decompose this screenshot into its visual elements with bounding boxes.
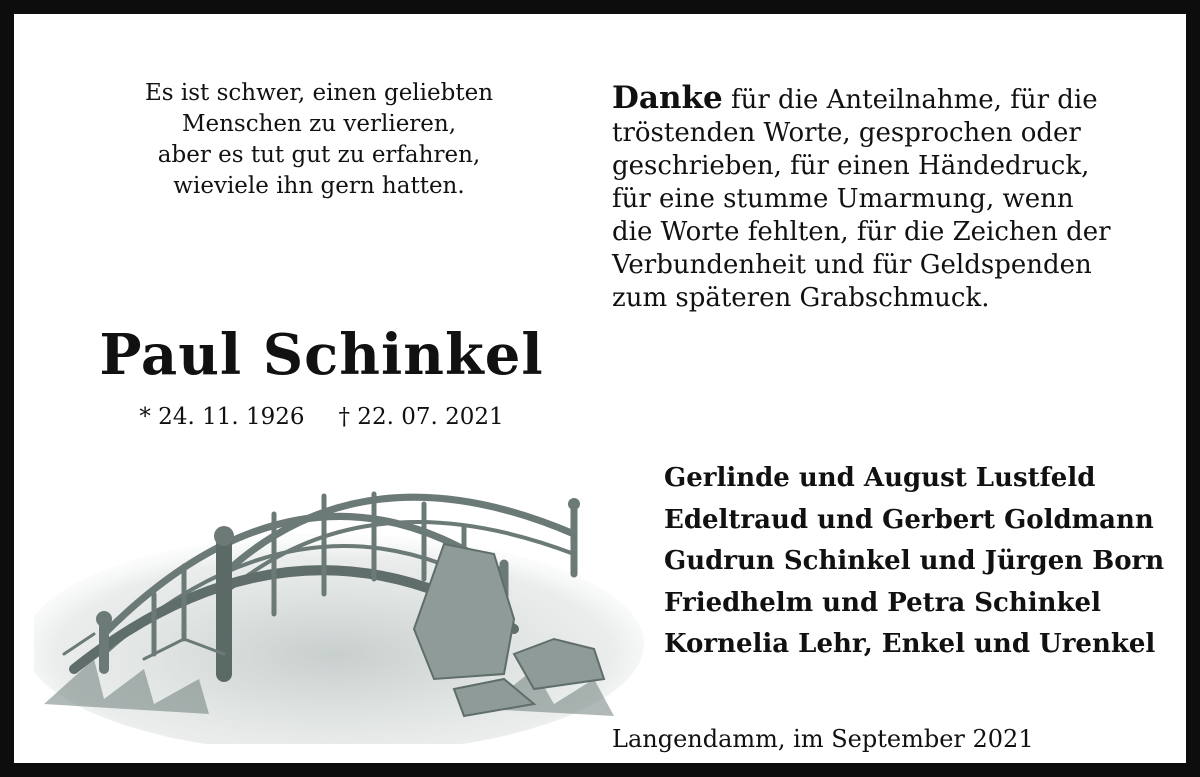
deceased-name: Paul Schinkel: [99, 322, 544, 388]
thank-you-text: [612, 82, 1172, 315]
mourner-entry: Edeltraud und Gerbert Goldmann: [664, 504, 1154, 535]
quote-line: wieviele ihn gern hatten.: [173, 173, 465, 199]
thanks-line: für eine stumme Umarmung, wenn: [612, 184, 1074, 214]
bridge-illustration: [34, 454, 654, 744]
birth-date: * 24. 11. 1926: [139, 404, 305, 430]
thanks-line: Verbundenheit und für Geldspenden: [612, 250, 1092, 280]
mourner-entry: Friedhelm und Petra Schinkel: [664, 587, 1101, 618]
thanks-lead-word: Danke: [612, 80, 723, 116]
mourner-entry: Kornelia Lehr, Enkel und Urenkel: [664, 629, 1156, 659]
quote-line: aber es tut gut zu erfahren,: [157, 142, 481, 168]
mourner-entry: Gudrun Schinkel und Jürgen Born: [664, 546, 1165, 576]
thanks-line: geschrieben, für einen Händedruck,: [612, 151, 1090, 181]
death-date: † 22. 07. 2021: [338, 404, 504, 430]
mourners-list: [664, 458, 1184, 666]
thanks-line: zum späteren Grabschmuck.: [612, 283, 990, 313]
place-and-date: Langendamm, im September 2021: [612, 725, 1034, 753]
life-dates: [54, 404, 589, 430]
thanks-first-line-rest: für die Anteilnahme, für die: [722, 85, 1098, 115]
memorial-quote: [74, 78, 564, 202]
thanks-first-line: [612, 82, 1172, 117]
quote-line: Menschen zu verlieren,: [181, 111, 457, 137]
mourner-entry: Gerlinde und August Lustfeld: [664, 463, 1096, 493]
thanks-line: die Worte fehlten, für die Zeichen der: [612, 217, 1111, 247]
thanks-line: tröstenden Worte, gesprochen oder: [612, 118, 1081, 148]
quote-line: Es ist schwer, einen geliebten: [144, 80, 494, 106]
